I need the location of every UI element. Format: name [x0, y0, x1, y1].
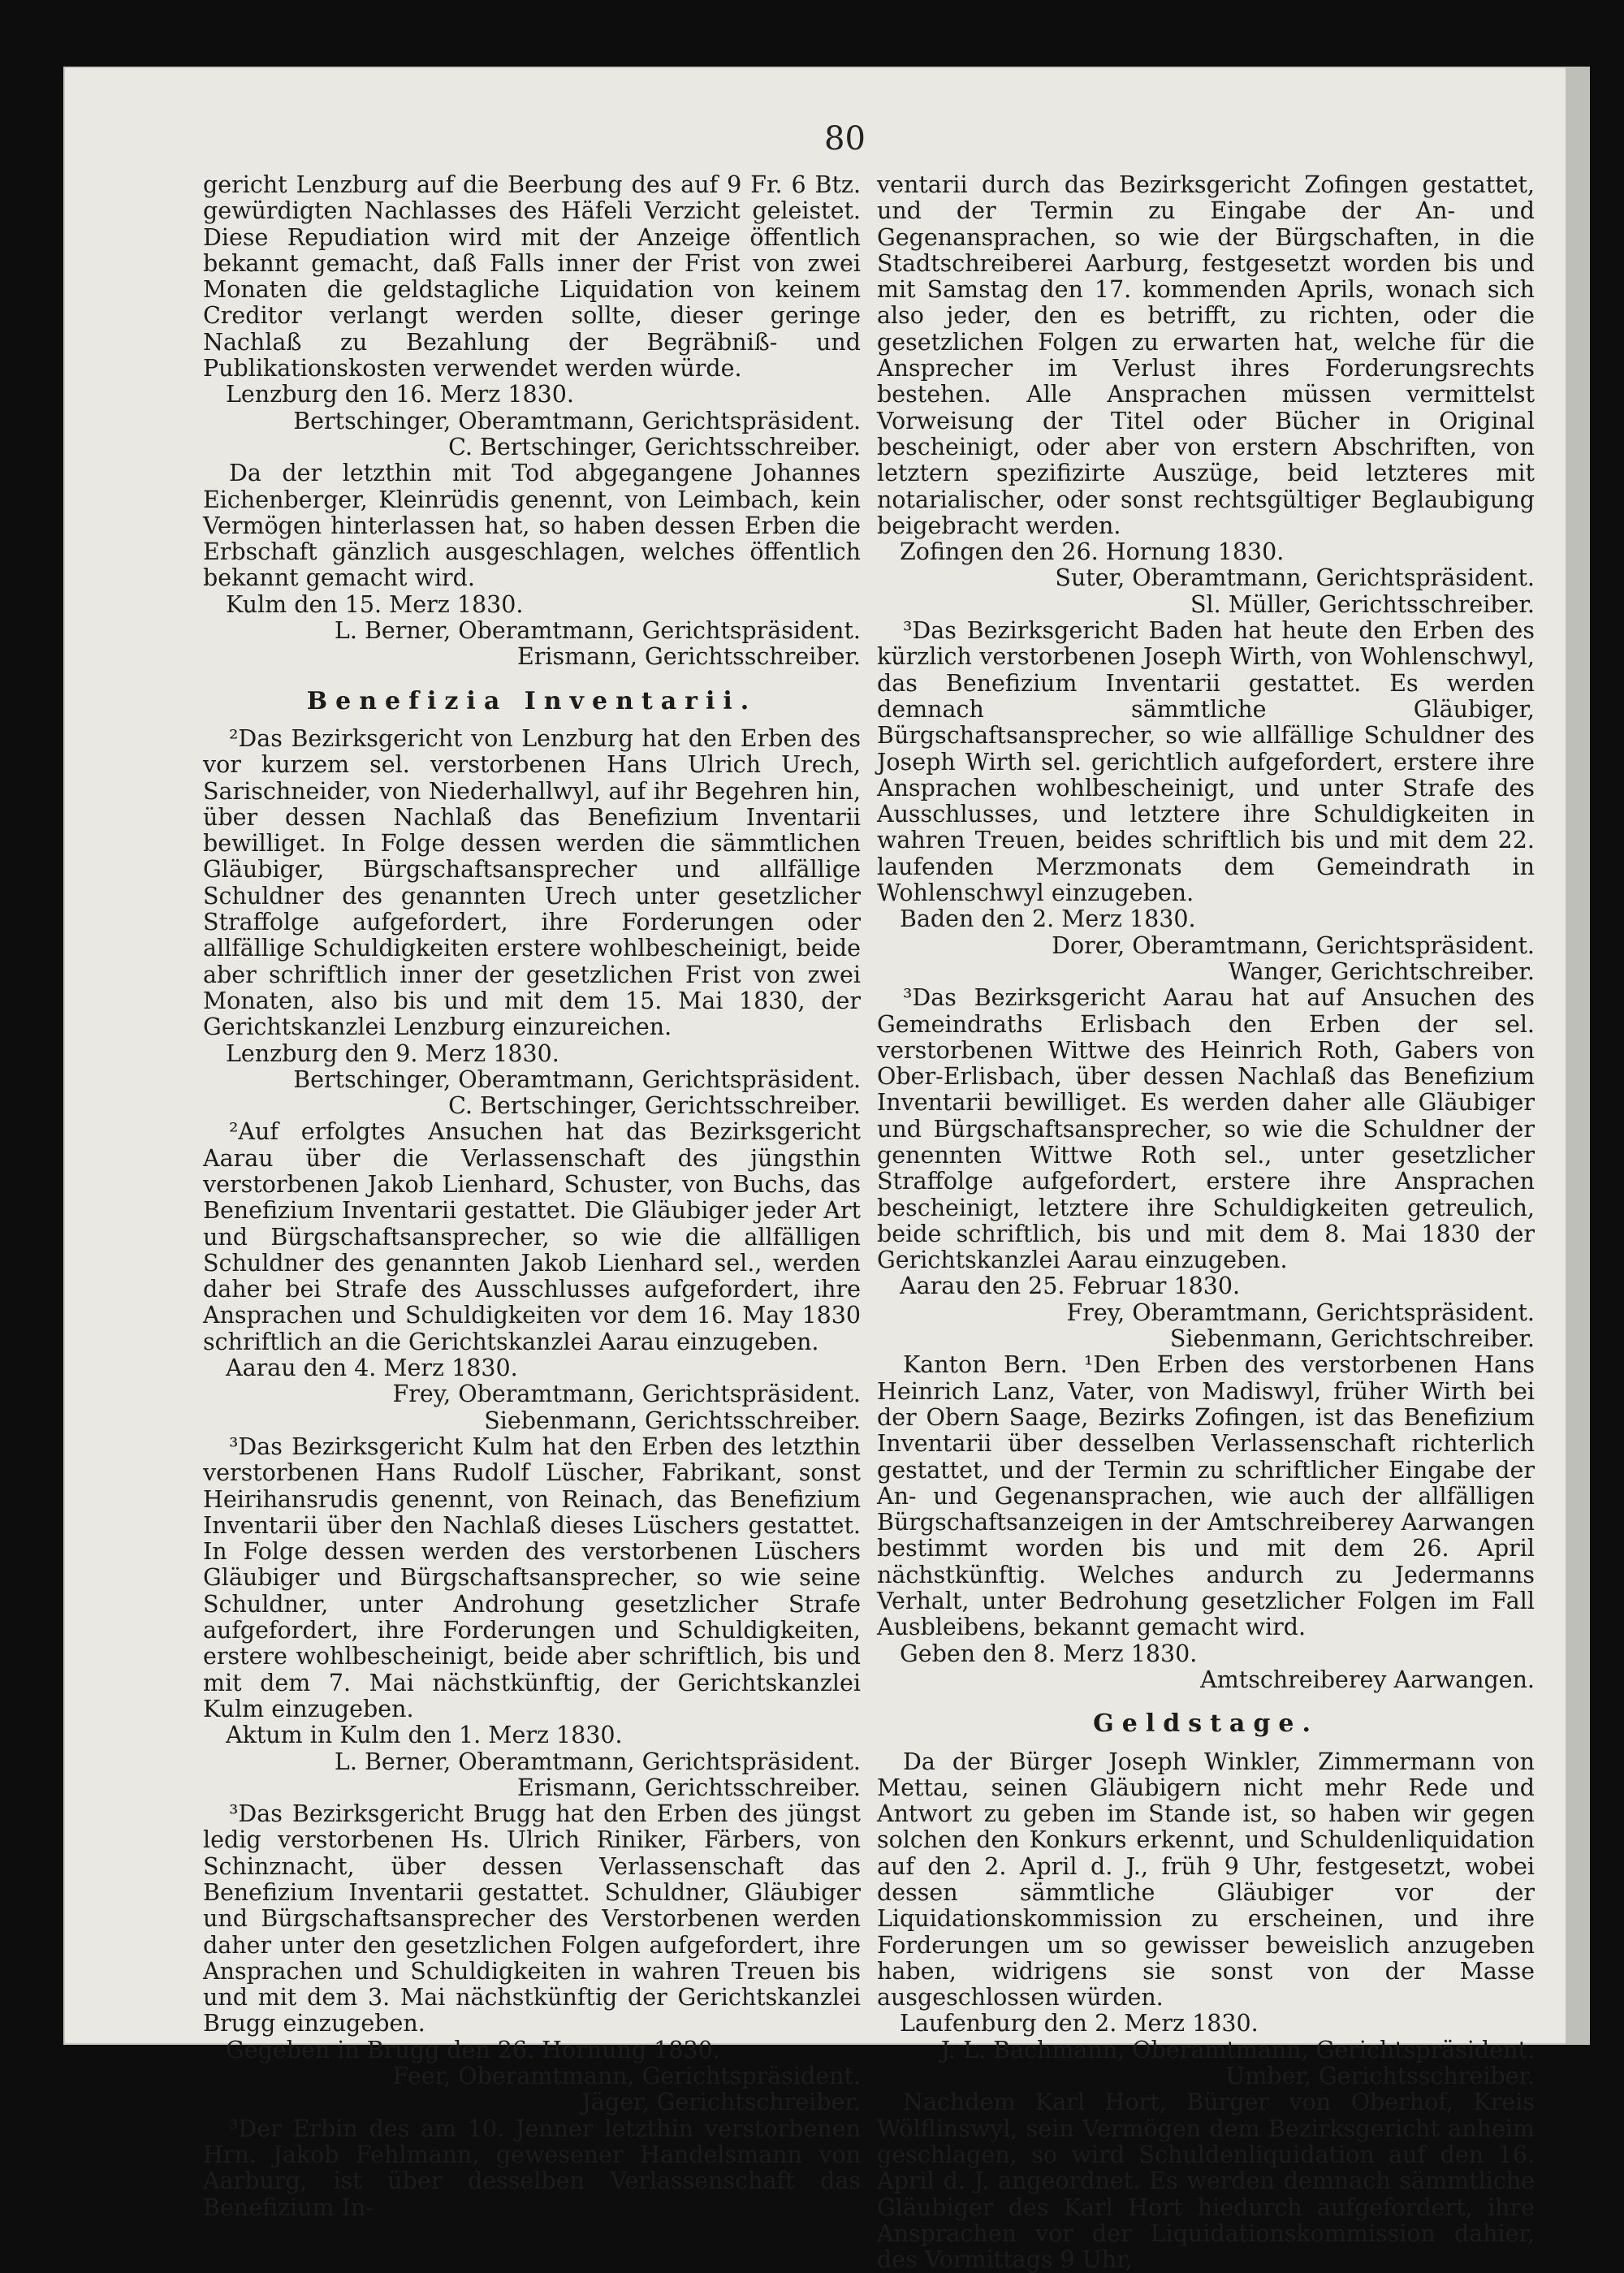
notice-signature: Frey, Oberamtmann, Gerichtspräsident. — [392, 1381, 861, 1408]
notice-signature: C. Bertschinger, Gerichtsschreiber. — [448, 433, 861, 460]
right-column — [877, 172, 1535, 2273]
left-column — [203, 172, 861, 2221]
notice-signature: Erismann, Gerichtsschreiber. — [517, 1774, 861, 1801]
notice-place-date: Aktum in Kulm den 1. Merz 1830. — [226, 1722, 623, 1749]
notice-signature: C. Bertschinger, Gerichtsschreiber. — [448, 1092, 861, 1120]
notice-paragraph: gericht Lenzburg auf die Beerbung des auf 9 Fr. 6 Btz. gewürdigten Nachlasses des Häfeli Verzicht geleistet. Diese Repudiation wird mit der Anzeige öffentlich bekannt gemacht, daß Falls inner der Frist von zwei Monaten die geldstagliche Liquidation von keinem Creditor verlangt werden sollte, dieser geringe Nachlaß zu Bezahlung der Begräbniß- und Publikationskosten verwendet werden würde. — [203, 171, 861, 382]
notice-paragraph: ³Das Bezirksgericht Aarau hat auf Ansuchen des Gemeindraths Erlisbach den Erben der sel. verstorbenen Wittwe des Heinrich Roth, Gabers von Ober-Erlisbach, über dessen Nachlaß das Benefizium Inventarii bewilliget. Es werden daher alle Gläubiger und Bürgschaftsansprecher, so wie die Schuldner der genennten Wittwe Roth sel., unter gesetzlicher Straffolge aufgefordert, erstere ihre Ansprachen bescheinigt, letztere ihre Schuldigkeiten getreulich, beide schriftlich, bis und mit dem 8. Mai 1830 der Gerichtskanzlei Aarau einzugeben. — [877, 984, 1535, 1274]
section-title: Geldstage. — [1093, 1709, 1319, 1739]
notice-place-date: Kulm den 15. Merz 1830. — [226, 590, 524, 618]
section-title: Benefizia Inventarii. — [306, 686, 758, 715]
notice-signature: Umber, Gerichtsschreiber. — [1225, 2063, 1535, 2090]
notice-place-date: Aarau den 4. Merz 1830. — [226, 1355, 518, 1382]
notice-signature: Wanger, Gerichtschreiber. — [1228, 957, 1535, 985]
notice-signature: Frey, Oberamtmann, Gerichtspräsident. — [1066, 1299, 1535, 1326]
notice-signature: Siebenmann, Gerichtsschreiber. — [484, 1407, 861, 1434]
notice-place-date: Lenzburg den 16. Merz 1830. — [226, 381, 574, 408]
notice-paragraph: Kanton Bern. ¹Den Erben des verstorbenen Hans Heinrich Lanz, Vater, von Madiswyl, früher Wirth bei der Obern Saage, Bezirks Zofingen, ist das Benefizium Inventarii über desselben Verlassenschaft richterlich gestattet, und der Termin zu schriftlicher Eingabe der An- und Gegenansprachen, wie auch der allfälligen Bürgschaftsanzeigen in der Amtschreiberey Aarwangen bestimmt worden bis und mit dem 26. April nächstkünftig. Welches andurch zu Jedermanns Verhalt, unter Bedrohung gesetzlicher Folgen im Fall Ausbleibens, bekannt gemacht wird. — [877, 1351, 1535, 1641]
notice-paragraph: Nachdem Karl Hort, Bürger von Oberhof, Kreis Wölflinswyl, sein Vermögen dem Bezirksgericht anheim geschlagen, so wird Schuldenliquidation auf den 16. April d. J. angeordnet. Es werden demnach sämmtliche Gläubiger des Karl Hort hiedurch aufgefordert, ihre Ansprachen vor der Liquidationskommission dahier, des Vormittags 9 Uhr, — [877, 2089, 1535, 2273]
notice-place-date: Zofingen den 26. Hornung 1830. — [900, 538, 1285, 566]
notice-place-date: Gegeben in Brugg den 26. Hornung 1830. — [226, 2036, 720, 2063]
notice-signature: J. L. Bachmann, Oberamtmann, Gerichtspräsident. — [940, 2036, 1535, 2063]
notice-signature: L. Berner, Oberamtmann, Gerichtspräsident. — [334, 617, 861, 645]
notice-paragraph: ³Das Bezirksgericht Brugg hat den Erben des jüngst ledig verstorbenen Hs. Ulrich Riniker, Färbers, von Schinznacht, über dessen Verlassenschaft das Benefizium Inventarii gestattet. Schuldner, Gläubiger und Bürgschaftsansprecher des Verstorbenen werden daher unter den gesetzlichen Folgen aufgefordert, ihre Ansprachen und Schuldigkeiten in wahren Treuen bis und mit dem 3. Mai nächstkünftig der Gerichtskanzlei Brugg einzugeben. — [203, 1800, 861, 2037]
notice-signature: Bertschinger, Oberamtmann, Gerichtspräsident. — [293, 1065, 861, 1093]
notice-place-date: Lenzburg den 9. Merz 1830. — [226, 1039, 559, 1067]
notice-paragraph: Da der Bürger Joseph Winkler, Zimmermann von Mettau, seinen Gläubigern nicht mehr Rede und Antwort zu geben im Stande ist, so haben wir gegen solchen den Konkurs erkennt, und Schuldenliquidation auf den 2. April d. J., früh 9 Uhr, festgesetzt, wobei dessen sämmtliche Gläubiger vor der Liquidationskommission zu erscheinen, und ihre Forderungen um so gewisser beweislich anzugeben haben, widrigens sie sonst von der Masse ausgeschlossen würden. — [877, 1748, 1535, 2012]
notice-place-date: Baden den 2. Merz 1830. — [900, 905, 1196, 933]
notice-place-date: Laufenburg den 2. Merz 1830. — [900, 2010, 1259, 2037]
notice-paragraph: ventarii durch das Bezirksgericht Zofingen gestattet, und der Termin zu Eingabe der An- und Gegenansprachen, so wie der Bürgschaften, in die Stadtschreiberei Aarburg, festgesetzt worden bis und mit Samstag den 17. kommenden Aprils, wonach sich also jeder, den es betrifft, zu richten, oder die gesetzlichen Folgen zu erwarten hat, welche für die Ansprecher im Verlust ihres Forderungsrechts bestehen. Alle Ansprachen müssen vermittelst Vorweisung der Titel oder Bücher in Original bescheinigt, oder aber von erstern Abschriften, von letztern spezifizirte Auszüge, beid letzteres mit notarialischer, oder sonst rechtsgültiger Beglaubigung beigebracht werden. — [877, 171, 1535, 539]
notice-place-date: Aarau den 25. Februar 1830. — [900, 1273, 1241, 1300]
notice-signature: Suter, Oberamtmann, Gerichtspräsident. — [1055, 564, 1535, 592]
notice-signature: Feer, Oberamtmann, Gerichtspräsident. — [392, 2063, 861, 2090]
notice-signature: Dorer, Oberamtmann, Gerichtspräsident. — [1052, 931, 1535, 959]
notice-place-date: Geben den 8. Merz 1830. — [900, 1640, 1198, 1667]
notice-paragraph: ²Das Bezirksgericht von Lenzburg hat den Erben des vor kurzem sel. verstorbenen Hans Ulrich Urech, Sarischneider, von Niederhallwyl, auf ihr Begehren hin, über dessen Nachlaß das Benefizium Inventarii bewilliget. In Folge dessen werden die sämmtlichen Gläubiger, Bürgschaftsansprecher und allfällige Schuldner des genannten Urech unter gesetzlicher Straffolge aufgefordert, ihre Forderungen oder allfällige Schuldigkeiten erstere wohlbescheinigt, beide aber schriftlich inner der gesetzlichen Frist von zwei Monaten, also bis und mit dem 15. Mai 1830, der Gerichtskanzlei Lenzburg einzureichen. — [203, 724, 861, 1041]
notice-paragraph: ³Das Bezirksgericht Baden hat heute den Erben des kürzlich verstorbenen Joseph Wirth, von Wohlenschwyl, das Benefizium Inventarii gestattet. Es werden demnach sämmtliche Gläubiger, Bürgschaftsansprecher, so wie allfällige Schuldner des Joseph Wirth sel. gerichtlich aufgefordert, erstere ihre Ansprachen wohlbescheinigt, und unter Strafe des Ausschlusses, und letztere ihre Schuldigkeiten in wahren Treuen, beides schriftlich bis und mit dem 22. laufenden Merzmonats dem Gemeindrath in Wohlenschwyl einzugeben. — [877, 617, 1535, 907]
page-edge — [1566, 67, 1590, 2045]
notice-signature: Amtschreiberey Aarwangen. — [1200, 1666, 1535, 1693]
notice-signature: Bertschinger, Oberamtmann, Gerichtspräsident. — [293, 407, 861, 434]
notice-paragraph: ³Der Erbin des am 10. Jenner letzthin verstorbenen Hrn. Jakob Fehlmann, gewesener Handelsmann von Aarburg, ist über desselben Verlassenschaft das Benefizium In- — [203, 2115, 861, 2221]
notice-signature: Sl. Müller, Gerichtsschreiber. — [1190, 590, 1535, 618]
notice-signature: Erismann, Gerichtsschreiber. — [517, 643, 861, 671]
notice-paragraph: ²Auf erfolgtes Ansuchen hat das Bezirksgericht Aarau über die Verlassenschaft des jüngsthin verstorbenen Jakob Lienhard, Schuster, von Buchs, das Benefizium Inventarii gestattet. Die Gläubiger jeder Art und Bürgschaftsansprecher, so wie die allfälligen Schuldner des genannten Jakob Lienhard sel., werden daher bei Strafe des Ausschlusses aufgefordert, ihre Ansprachen und Schuldigkeiten vor dem 16. May 1830 schriftlich an die Gerichtskanzlei Aarau einzugeben. — [203, 1118, 861, 1355]
notice-paragraph: Da der letzthin mit Tod abgegangene Johannes Eichenberger, Kleinrüdis genennt, von Leimbach, kein Vermögen hinterlassen hat, so haben dessen Erben die Erbschaft gänzlich ausgeschlagen, welches öffentlich bekannt gemacht wird. — [203, 460, 861, 592]
page-number: 80 — [824, 120, 866, 158]
notice-signature: Siebenmann, Gerichtschreiber. — [1169, 1325, 1535, 1353]
notice-signature: Jäger, Gerichtschreiber. — [581, 2089, 861, 2116]
notice-paragraph: ³Das Bezirksgericht Kulm hat den Erben des letzthin verstorbenen Hans Rudolf Lüscher, Fabrikant, sonst Heirihansrudis genennt, von Reinach, das Benefizium Inventarii über den Nachlaß dieses Lüschers gestattet. In Folge dessen werden des verstorbenen Lüschers Gläubiger und Bürgschaftsansprecher, so wie seine Schuldner, unter Androhung gesetzlicher Strafe aufgefordert, ihre Forderungen und Schuldigkeiten, erstere wohlbescheinigt, beide aber schriftlich, bis und mit dem 7. Mai nächstkünftig, der Gerichtskanzlei Kulm einzugeben. — [203, 1433, 861, 1722]
notice-signature: L. Berner, Oberamtmann, Gerichtspräsident. — [334, 1748, 861, 1775]
